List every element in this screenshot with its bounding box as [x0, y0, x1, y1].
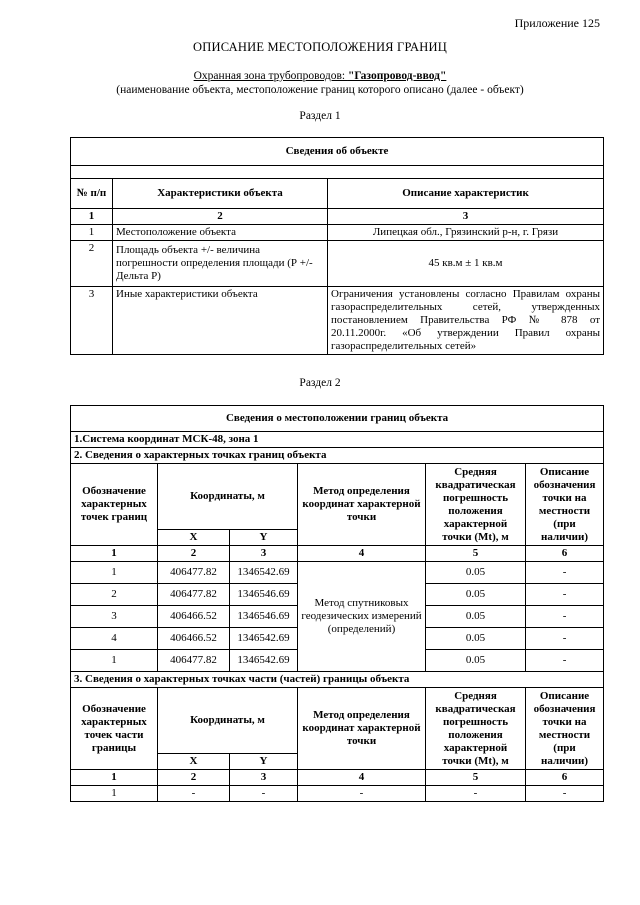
col-header-error: Средняя квадратическая погрешность положения характерной точки (Mt), м: [426, 464, 526, 546]
point-y: 1346546.69: [230, 584, 298, 606]
point-y: -: [230, 786, 298, 802]
col-header-y: Y: [230, 754, 298, 770]
index-cell: 5: [426, 770, 526, 786]
table-caption: Сведения о местоположении границ объекта: [71, 406, 604, 432]
object-prefix: Охранная зона трубопроводов:: [193, 70, 348, 82]
point-description: -: [526, 650, 604, 672]
col-header-y: Y: [230, 530, 298, 546]
point-description: -: [526, 562, 604, 584]
col-header-x: X: [158, 754, 230, 770]
point-x: -: [158, 786, 230, 802]
point-description: -: [526, 584, 604, 606]
row-number: 3: [71, 287, 113, 355]
index-cell: 3: [230, 770, 298, 786]
point-x: 406477.82: [158, 650, 230, 672]
point-description: -: [526, 606, 604, 628]
point-error: -: [426, 786, 526, 802]
point-error: 0.05: [426, 562, 526, 584]
row-number: 1: [71, 225, 113, 241]
row-characteristic: Местоположение объекта: [113, 225, 328, 241]
index-cell: 1: [71, 209, 113, 225]
table-row: [71, 786, 604, 802]
col-header-point-description: Описание обозначения точки на местности (при наличии): [526, 464, 604, 546]
row-characteristic: Иные характеристики объекта: [113, 287, 328, 355]
index-cell: 4: [298, 546, 426, 562]
point-id: 3: [71, 606, 158, 628]
point-x: 406466.52: [158, 628, 230, 650]
subsection-title: 3. Сведения о характерных точках части (частей) границы объекта: [71, 672, 604, 688]
row-number: 2: [71, 241, 113, 287]
col-header-method: Метод определения координат характерной точки: [298, 464, 426, 546]
col-header-coords: Координаты, м: [158, 688, 298, 754]
index-cell: 2: [113, 209, 328, 225]
point-error: 0.05: [426, 606, 526, 628]
point-y: 1346546.69: [230, 606, 298, 628]
index-cell: 3: [230, 546, 298, 562]
coordinate-system: 1.Система координат МСК-48, зона 1: [71, 432, 604, 448]
index-cell: 1: [71, 770, 158, 786]
measurement-method: -: [298, 786, 426, 802]
point-y: 1346542.69: [230, 650, 298, 672]
point-error: 0.05: [426, 584, 526, 606]
index-cell: 5: [426, 546, 526, 562]
object-name: "Газопровод-ввод": [347, 70, 447, 82]
point-x: 406477.82: [158, 584, 230, 606]
table-row: [71, 562, 604, 584]
point-id: 4: [71, 628, 158, 650]
col-header-point: Обозначение характерных точек границ: [71, 464, 158, 546]
measurement-method: Метод спутниковых геодезических измерений (определений): [298, 562, 426, 672]
point-id: 2: [71, 584, 158, 606]
row-description: Ограничения установлены согласно Правилам охраны газораспределительных сетей, утвержденных постановлением Правительства РФ № 878 от 20.11.2000г. «Об утверждении Правил охраны газораспределительных сетей»: [328, 287, 604, 355]
point-id: 1: [71, 562, 158, 584]
section-1-heading: Раздел 1: [299, 110, 341, 122]
index-cell: 2: [158, 546, 230, 562]
page-title: ОПИСАНИЕ МЕСТОПОЛОЖЕНИЯ ГРАНИЦ: [193, 40, 447, 54]
point-error: 0.05: [426, 650, 526, 672]
col-header-part-point: Обозначение характерных точек части границы: [71, 688, 158, 770]
point-y: 1346542.69: [230, 628, 298, 650]
row-description: Липецкая обл., Грязинский р-н, г. Грязи: [328, 225, 604, 241]
row-description: 45 кв.м ± 1 кв.м: [328, 241, 604, 287]
point-description: -: [526, 786, 604, 802]
empty-row: [71, 166, 604, 179]
index-cell: 6: [526, 770, 604, 786]
point-error: 0.05: [426, 628, 526, 650]
index-cell: 3: [328, 209, 604, 225]
col-header-num: № п/п: [71, 179, 113, 209]
point-description: -: [526, 628, 604, 650]
section-2-heading: Раздел 2: [299, 377, 341, 389]
appendix-number: Приложение 125: [514, 16, 600, 30]
point-x: 406466.52: [158, 606, 230, 628]
point-id: 1: [71, 650, 158, 672]
boundary-table: [70, 405, 604, 802]
col-header-point-description: Описание обозначения точки на местности (при наличии): [526, 688, 604, 770]
index-cell: 4: [298, 770, 426, 786]
point-x: 406477.82: [158, 562, 230, 584]
col-header-coords: Координаты, м: [158, 464, 298, 530]
table-caption: Сведения об объекте: [71, 138, 604, 166]
col-header-x: X: [158, 530, 230, 546]
index-cell: 1: [71, 546, 158, 562]
row-characteristic: Площадь объекта +/- величина погрешности определения площади (Р +/- Дельта Р): [113, 241, 328, 287]
col-header-error: Средняя квадратическая погрешность положения характерной точки (Mt), м: [426, 688, 526, 770]
col-header-description: Описание характеристик: [328, 179, 604, 209]
index-cell: 6: [526, 546, 604, 562]
point-id: 1: [71, 786, 158, 802]
object-info-table: [70, 137, 604, 355]
object-title: [0, 70, 640, 82]
subsection-title: 2. Сведения о характерных точках границ объекта: [71, 448, 604, 464]
col-header-method: Метод определения координат характерной точки: [298, 688, 426, 770]
col-header-characteristic: Характеристики объекта: [113, 179, 328, 209]
index-cell: 2: [158, 770, 230, 786]
point-y: 1346542.69: [230, 562, 298, 584]
object-note: (наименование объекта, местоположение границ которого описано (далее - объект): [116, 84, 524, 96]
